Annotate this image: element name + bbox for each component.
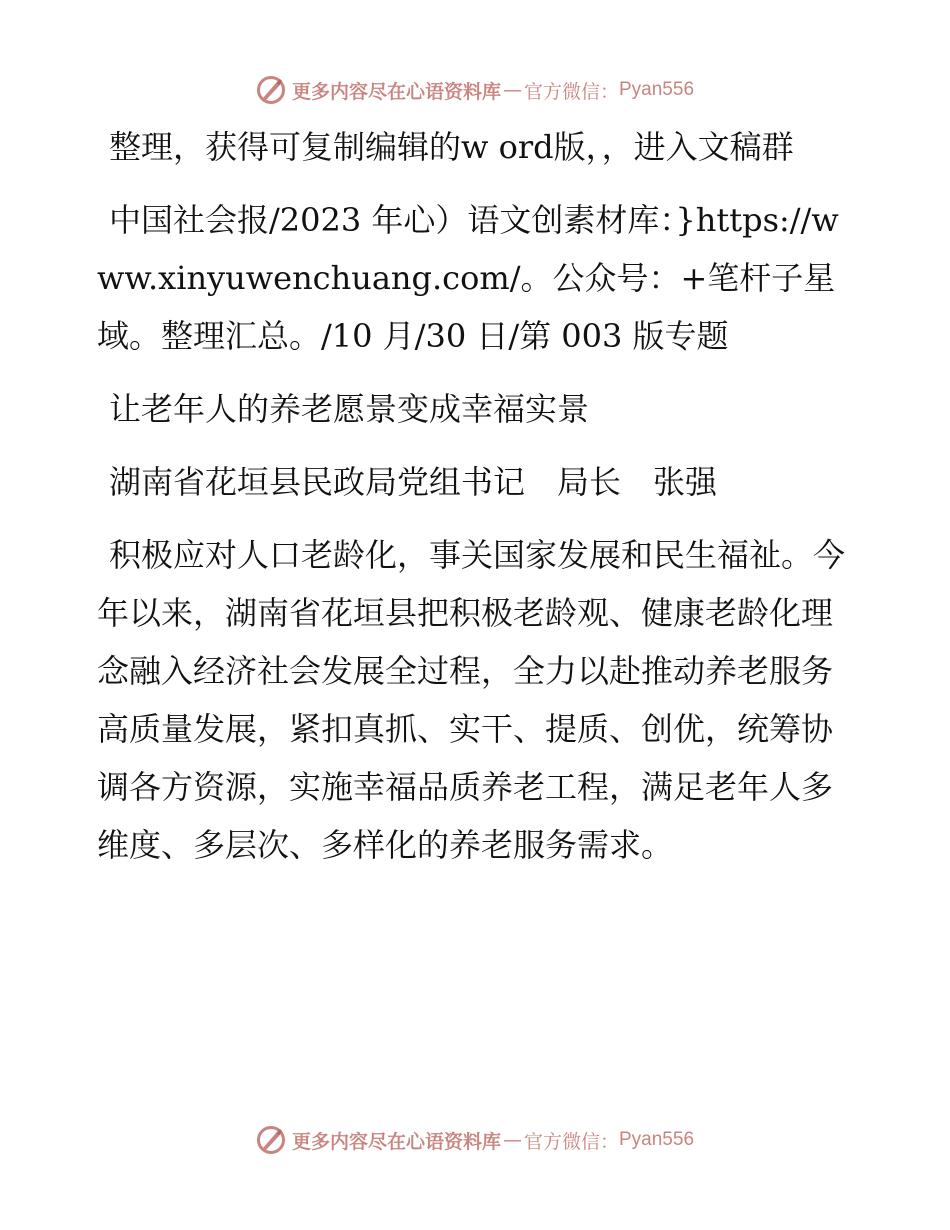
banner-separator: — [502, 1129, 522, 1151]
pen-logo-icon [256, 75, 286, 105]
article-author: 湖南省花垣县民政局党组书记 局长 张强 [109, 463, 718, 501]
pen-logo-icon [256, 1125, 286, 1155]
banner-wechat-label: 官方微信： [523, 1130, 619, 1153]
banner-wechat-id: Pyan556 [619, 79, 695, 100]
banner-wechat-id: Pyan556 [619, 1129, 695, 1150]
banner-title: 更多内容尽在心语资料库 [291, 80, 501, 103]
header-banner [0, 70, 950, 110]
document-body [97, 118, 857, 889]
paragraph-source: 中国社会报/2023 年心）语文创素材库：}https://www.xinyuwenchuang.com/。公众号：+笔杆子星域。整理汇总。/10 月/30 日/第 003 版专题 [97, 201, 839, 355]
paragraph-intro: 整理，获得可复制编辑的w ord版，，进入文稿群 [109, 128, 794, 166]
banner-title: 更多内容尽在心语资料库 [291, 1130, 501, 1153]
article-title: 让老年人的养老愿景变成幸福实景 [109, 390, 590, 428]
footer-banner [0, 1120, 950, 1160]
banner-separator: — [502, 79, 522, 101]
paragraph-body: 积极应对人口老龄化，事关国家发展和民生福祉。今年以来，湖南省花垣县把积极老龄观、健康老龄化理念融入经济社会发展全过程，全力以赴推动养老服务高质量发展，紧扣真抓、实干、提质、创优，统筹协调各方资源，实施幸福品质养老工程，满足老年人多维度、多层次、多样化的养老服务需求。 [97, 536, 846, 864]
banner-wechat-label: 官方微信： [523, 80, 619, 103]
